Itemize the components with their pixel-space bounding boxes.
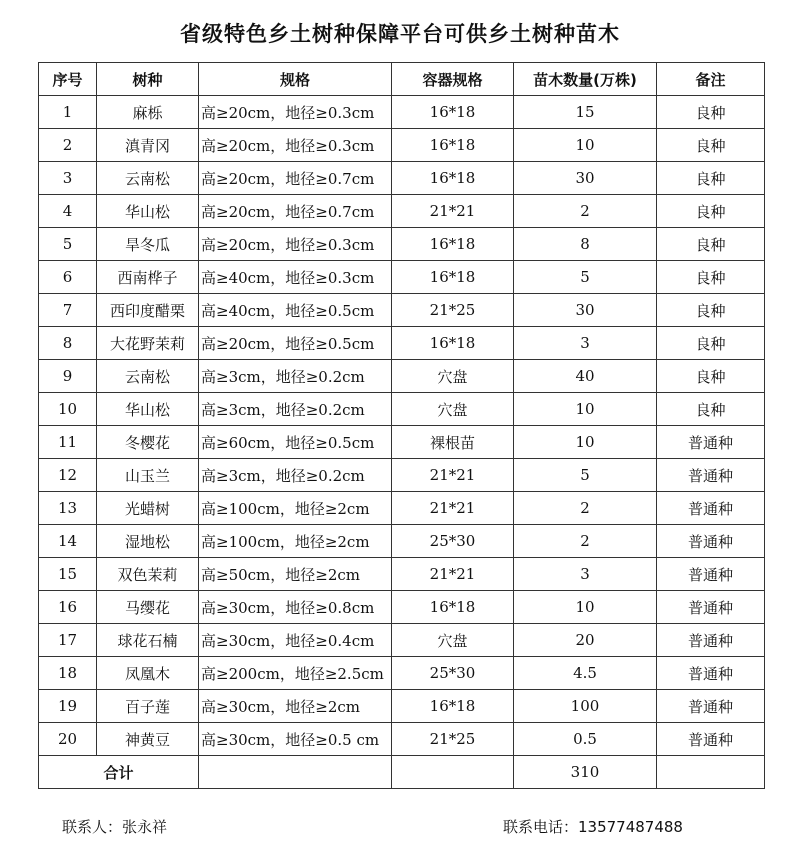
cell-quantity: 10	[514, 426, 657, 459]
cell-container: 16*18	[392, 327, 514, 360]
cell-species: 双色茉莉	[97, 558, 199, 591]
header-spec: 规格	[199, 63, 392, 96]
cell-no: 12	[39, 459, 97, 492]
cell-species: 麻栎	[97, 96, 199, 129]
cell-species: 光蜡树	[97, 492, 199, 525]
cell-container: 21*21	[392, 195, 514, 228]
cell-note: 普通种	[657, 723, 765, 756]
cell-quantity: 100	[514, 690, 657, 723]
cell-note: 良种	[657, 195, 765, 228]
cell-spec: 高≥20cm，地径≥0.5cm	[199, 327, 392, 360]
cell-container: 16*18	[392, 591, 514, 624]
cell-quantity: 15	[514, 96, 657, 129]
contact-person: 联系人：张永祥	[62, 818, 168, 836]
cell-quantity: 5	[514, 261, 657, 294]
cell-quantity: 2	[514, 195, 657, 228]
cell-container: 16*18	[392, 162, 514, 195]
cell-spec: 高≥30cm，地径≥0.5 cm	[199, 723, 392, 756]
cell-no: 1	[39, 96, 97, 129]
cell-species: 湿地松	[97, 525, 199, 558]
cell-note: 普通种	[657, 492, 765, 525]
cell-container: 16*18	[392, 129, 514, 162]
cell-spec: 高≥30cm，地径≥0.4cm	[199, 624, 392, 657]
cell-spec: 高≥20cm，地径≥0.3cm	[199, 228, 392, 261]
total-container-cell	[392, 756, 514, 789]
cell-species: 西南桦子	[97, 261, 199, 294]
cell-container: 穴盘	[392, 624, 514, 657]
cell-species: 球花石楠	[97, 624, 199, 657]
cell-species: 神黄豆	[97, 723, 199, 756]
cell-note: 良种	[657, 393, 765, 426]
cell-container: 穴盘	[392, 393, 514, 426]
cell-no: 16	[39, 591, 97, 624]
cell-quantity: 5	[514, 459, 657, 492]
cell-quantity: 40	[514, 360, 657, 393]
cell-no: 6	[39, 261, 97, 294]
cell-note: 普通种	[657, 459, 765, 492]
cell-quantity: 3	[514, 327, 657, 360]
cell-container: 21*21	[392, 459, 514, 492]
table-row	[39, 96, 765, 129]
table-row	[39, 426, 765, 459]
cell-note: 普通种	[657, 657, 765, 690]
cell-container: 16*18	[392, 261, 514, 294]
cell-note: 良种	[657, 162, 765, 195]
cell-container: 21*25	[392, 723, 514, 756]
cell-spec: 高≥200cm，地径≥2.5cm	[199, 657, 392, 690]
cell-spec: 高≥3cm，地径≥0.2cm	[199, 459, 392, 492]
cell-container: 21*25	[392, 294, 514, 327]
table-row	[39, 690, 765, 723]
cell-species: 云南松	[97, 162, 199, 195]
table-body	[39, 96, 765, 756]
total-spec-cell	[199, 756, 392, 789]
table-row	[39, 558, 765, 591]
cell-container: 25*30	[392, 525, 514, 558]
table-row	[39, 228, 765, 261]
cell-species: 滇青冈	[97, 129, 199, 162]
table-row	[39, 723, 765, 756]
cell-container: 25*30	[392, 657, 514, 690]
cell-no: 20	[39, 723, 97, 756]
table-header-row	[39, 63, 765, 96]
cell-container: 21*21	[392, 492, 514, 525]
cell-spec: 高≥30cm，地径≥2cm	[199, 690, 392, 723]
cell-quantity: 10	[514, 393, 657, 426]
cell-container: 16*18	[392, 690, 514, 723]
cell-no: 7	[39, 294, 97, 327]
cell-note: 良种	[657, 129, 765, 162]
table-row	[39, 591, 765, 624]
cell-quantity: 30	[514, 294, 657, 327]
table-row	[39, 657, 765, 690]
table-row	[39, 195, 765, 228]
cell-species: 山玉兰	[97, 459, 199, 492]
cell-quantity: 8	[514, 228, 657, 261]
table-row	[39, 360, 765, 393]
cell-note: 普通种	[657, 525, 765, 558]
cell-species: 冬樱花	[97, 426, 199, 459]
cell-no: 4	[39, 195, 97, 228]
cell-species: 百子莲	[97, 690, 199, 723]
cell-note: 良种	[657, 327, 765, 360]
header-no: 序号	[39, 63, 97, 96]
table-row	[39, 162, 765, 195]
seedling-table	[38, 62, 765, 789]
cell-note: 普通种	[657, 591, 765, 624]
table-row	[39, 525, 765, 558]
header-container: 容器规格	[392, 63, 514, 96]
cell-note: 良种	[657, 261, 765, 294]
cell-quantity: 30	[514, 162, 657, 195]
cell-spec: 高≥3cm，地径≥0.2cm	[199, 393, 392, 426]
cell-note: 良种	[657, 96, 765, 129]
cell-species: 西印度醋栗	[97, 294, 199, 327]
cell-species: 华山松	[97, 393, 199, 426]
cell-spec: 高≥20cm，地径≥0.7cm	[199, 162, 392, 195]
cell-spec: 高≥40cm，地径≥0.3cm	[199, 261, 392, 294]
cell-species: 大花野茉莉	[97, 327, 199, 360]
cell-no: 3	[39, 162, 97, 195]
page-title: 省级特色乡土树种保障平台可供乡土树种苗木	[180, 22, 620, 46]
table-row	[39, 624, 765, 657]
cell-container: 16*18	[392, 228, 514, 261]
cell-no: 8	[39, 327, 97, 360]
header-quantity: 苗木数量(万株)	[514, 63, 657, 96]
cell-spec: 高≥40cm，地径≥0.5cm	[199, 294, 392, 327]
cell-note: 普通种	[657, 690, 765, 723]
cell-quantity: 2	[514, 492, 657, 525]
cell-quantity: 10	[514, 591, 657, 624]
cell-spec: 高≥100cm，地径≥2cm	[199, 492, 392, 525]
total-quantity: 310	[514, 756, 657, 789]
cell-species: 旱冬瓜	[97, 228, 199, 261]
table-row	[39, 261, 765, 294]
header-species: 树种	[97, 63, 199, 96]
cell-note: 普通种	[657, 624, 765, 657]
total-label: 合计	[39, 756, 199, 789]
table-row	[39, 393, 765, 426]
cell-quantity: 0.5	[514, 723, 657, 756]
cell-no: 19	[39, 690, 97, 723]
cell-no: 9	[39, 360, 97, 393]
cell-quantity: 10	[514, 129, 657, 162]
cell-spec: 高≥50cm，地径≥2cm	[199, 558, 392, 591]
cell-spec: 高≥3cm，地径≥0.2cm	[199, 360, 392, 393]
cell-container: 穴盘	[392, 360, 514, 393]
cell-species: 马缨花	[97, 591, 199, 624]
contact-phone: 联系电话：13577487488	[503, 818, 683, 836]
cell-spec: 高≥60cm，地径≥0.5cm	[199, 426, 392, 459]
cell-spec: 高≥30cm，地径≥0.8cm	[199, 591, 392, 624]
cell-quantity: 20	[514, 624, 657, 657]
cell-quantity: 4.5	[514, 657, 657, 690]
total-note-cell	[657, 756, 765, 789]
cell-no: 14	[39, 525, 97, 558]
cell-no: 15	[39, 558, 97, 591]
table-row	[39, 327, 765, 360]
table-row	[39, 129, 765, 162]
total-row	[39, 756, 765, 789]
cell-quantity: 2	[514, 525, 657, 558]
cell-note: 普通种	[657, 426, 765, 459]
table-row	[39, 492, 765, 525]
cell-spec: 高≥20cm，地径≥0.3cm	[199, 129, 392, 162]
cell-note: 良种	[657, 294, 765, 327]
cell-note: 良种	[657, 360, 765, 393]
cell-no: 10	[39, 393, 97, 426]
cell-no: 13	[39, 492, 97, 525]
cell-no: 5	[39, 228, 97, 261]
cell-note: 普通种	[657, 558, 765, 591]
table-row	[39, 459, 765, 492]
cell-no: 2	[39, 129, 97, 162]
header-note: 备注	[657, 63, 765, 96]
cell-species: 云南松	[97, 360, 199, 393]
cell-note: 良种	[657, 228, 765, 261]
cell-species: 华山松	[97, 195, 199, 228]
cell-spec: 高≥100cm，地径≥2cm	[199, 525, 392, 558]
cell-spec: 高≥20cm，地径≥0.3cm	[199, 96, 392, 129]
cell-quantity: 3	[514, 558, 657, 591]
cell-no: 18	[39, 657, 97, 690]
cell-container: 裸根苗	[392, 426, 514, 459]
table-row	[39, 294, 765, 327]
cell-species: 凤凰木	[97, 657, 199, 690]
cell-no: 11	[39, 426, 97, 459]
cell-no: 17	[39, 624, 97, 657]
cell-spec: 高≥20cm，地径≥0.7cm	[199, 195, 392, 228]
cell-container: 21*21	[392, 558, 514, 591]
cell-container: 16*18	[392, 96, 514, 129]
